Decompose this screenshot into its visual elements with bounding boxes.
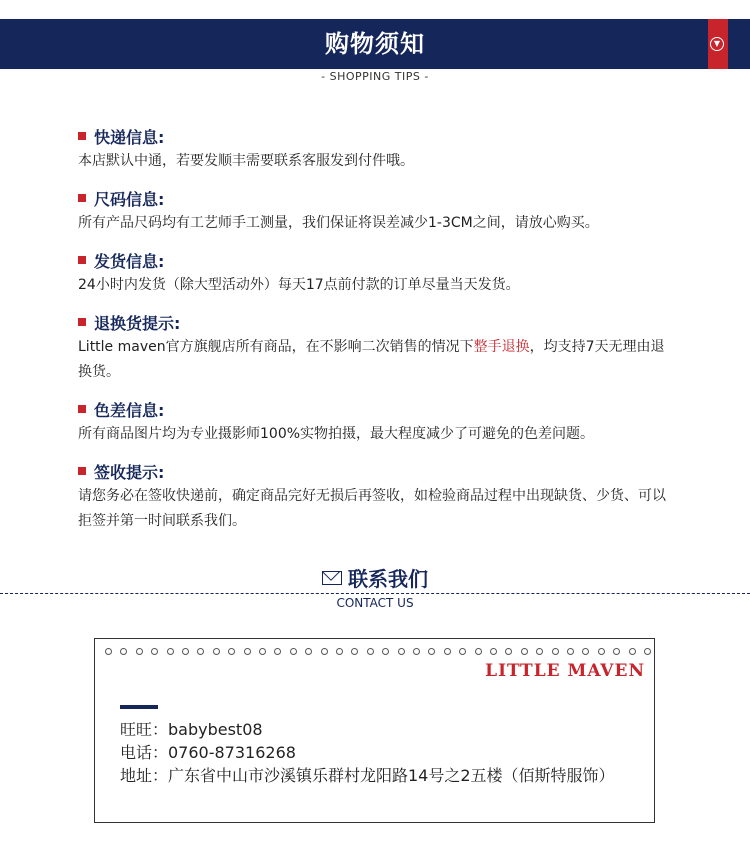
contact-heading bbox=[0, 563, 750, 592]
binder-hole-icon bbox=[413, 648, 420, 655]
tip-returns bbox=[78, 310, 678, 385]
binder-hole-icon bbox=[475, 648, 482, 655]
binder-hole-icon bbox=[151, 648, 158, 655]
tip-shipping bbox=[78, 124, 678, 174]
phone-line: 电话：0760-87316268 bbox=[120, 743, 296, 762]
brand-logo: LITTLE MAVEN bbox=[485, 661, 645, 681]
tip-body bbox=[78, 335, 678, 385]
binder-hole-icon bbox=[120, 648, 127, 655]
tip-body-text: Little maven官方旗舰店所有商品，在不影响二次销售的情况下 bbox=[78, 339, 474, 355]
binder-hole-icon bbox=[351, 648, 358, 655]
binder-hole-icon bbox=[552, 648, 559, 655]
tip-title: 签收提示: bbox=[94, 462, 165, 482]
binder-hole-icon bbox=[629, 648, 636, 655]
binder-hole-icon bbox=[167, 648, 174, 655]
brand-emblem-icon: ▼ bbox=[710, 37, 724, 51]
tip-highlight: 整手退换 bbox=[473, 339, 530, 355]
binder-hole-icon bbox=[536, 648, 543, 655]
binder-hole-icon bbox=[613, 648, 620, 655]
binder-hole-icon bbox=[490, 648, 497, 655]
binder-hole-icon bbox=[105, 648, 112, 655]
binder-hole-icon bbox=[213, 648, 220, 655]
binder-hole-icon bbox=[398, 648, 405, 655]
binder-hole-icon bbox=[598, 648, 605, 655]
binder-hole-icon bbox=[244, 648, 251, 655]
tip-title: 发货信息: bbox=[94, 251, 165, 271]
tip-title: 快递信息: bbox=[94, 127, 165, 147]
contact-card bbox=[94, 638, 655, 823]
tip-body: 请您务必在签收快递前，确定商品完好无损后再签收，如检验商品过程中出现缺货、少货、可以拒签并第一时间联系我们。 bbox=[78, 488, 666, 529]
bullet-square-icon bbox=[78, 132, 86, 140]
binder-hole-icon bbox=[259, 648, 266, 655]
binder-hole-icon bbox=[336, 648, 343, 655]
binder-hole-icon bbox=[274, 648, 281, 655]
tip-body: 24小时内发货（除大型活动外）每天17点前付款的订单尽量当天发货。 bbox=[78, 277, 520, 293]
binder-hole-icon bbox=[228, 648, 235, 655]
brand-badge bbox=[708, 19, 728, 69]
bullet-square-icon bbox=[78, 194, 86, 202]
binder-hole-icon bbox=[197, 648, 204, 655]
dashed-divider bbox=[0, 593, 750, 594]
binder-hole-icon bbox=[182, 648, 189, 655]
bullet-square-icon bbox=[78, 256, 86, 264]
tip-signing bbox=[78, 459, 678, 534]
page-subtitle: - SHOPPING TIPS - bbox=[321, 70, 429, 83]
bullet-square-icon bbox=[78, 318, 86, 326]
binder-hole-icon bbox=[290, 648, 297, 655]
binder-hole-icon bbox=[444, 648, 451, 655]
binder-hole-icon bbox=[382, 648, 389, 655]
binder-hole-icon bbox=[567, 648, 574, 655]
binder-hole-icon bbox=[505, 648, 512, 655]
binder-hole-icon bbox=[644, 648, 651, 655]
binder-holes bbox=[105, 648, 645, 658]
mail-icon bbox=[322, 571, 342, 585]
tip-size bbox=[78, 186, 678, 236]
binder-hole-icon bbox=[582, 648, 589, 655]
tip-color bbox=[78, 397, 678, 447]
tip-title: 色差信息: bbox=[94, 400, 165, 420]
bullet-square-icon bbox=[78, 467, 86, 475]
tip-title: 退换货提示: bbox=[94, 313, 181, 333]
binder-hole-icon bbox=[367, 648, 374, 655]
wangwang-line: 旺旺：babybest08 bbox=[120, 720, 263, 739]
contact-info bbox=[120, 718, 615, 787]
tip-body: 所有产品尺码均有工艺师手工测量，我们保证将误差减少1-3CM之间，请放心购买。 bbox=[78, 215, 599, 231]
bullet-square-icon bbox=[78, 405, 86, 413]
address-line: 地址：广东省中山市沙溪镇乐群村龙阳路14号之2五楼（佰斯特服饰） bbox=[120, 766, 615, 785]
tip-body: 所有商品图片均为专业摄影师100%实物拍摄，最大程度减少了可避免的色差问题。 bbox=[78, 426, 595, 442]
binder-hole-icon bbox=[521, 648, 528, 655]
tip-body: 本店默认中通，若要发顺丰需要联系客服发到付件哦。 bbox=[78, 153, 414, 169]
accent-bar bbox=[120, 705, 158, 709]
page-title: 购物须知 bbox=[325, 30, 425, 58]
tip-title: 尺码信息: bbox=[94, 189, 165, 209]
binder-hole-icon bbox=[321, 648, 328, 655]
binder-hole-icon bbox=[428, 648, 435, 655]
tips-list bbox=[78, 124, 678, 546]
binder-hole-icon bbox=[459, 648, 466, 655]
binder-hole-icon bbox=[136, 648, 143, 655]
binder-hole-icon bbox=[305, 648, 312, 655]
tip-body-text: ，均支持7天无理由退换货。 bbox=[78, 339, 665, 380]
contact-subtitle: CONTACT US bbox=[336, 596, 414, 610]
contact-title: 联系我们 bbox=[348, 567, 428, 591]
tip-delivery bbox=[78, 248, 678, 298]
